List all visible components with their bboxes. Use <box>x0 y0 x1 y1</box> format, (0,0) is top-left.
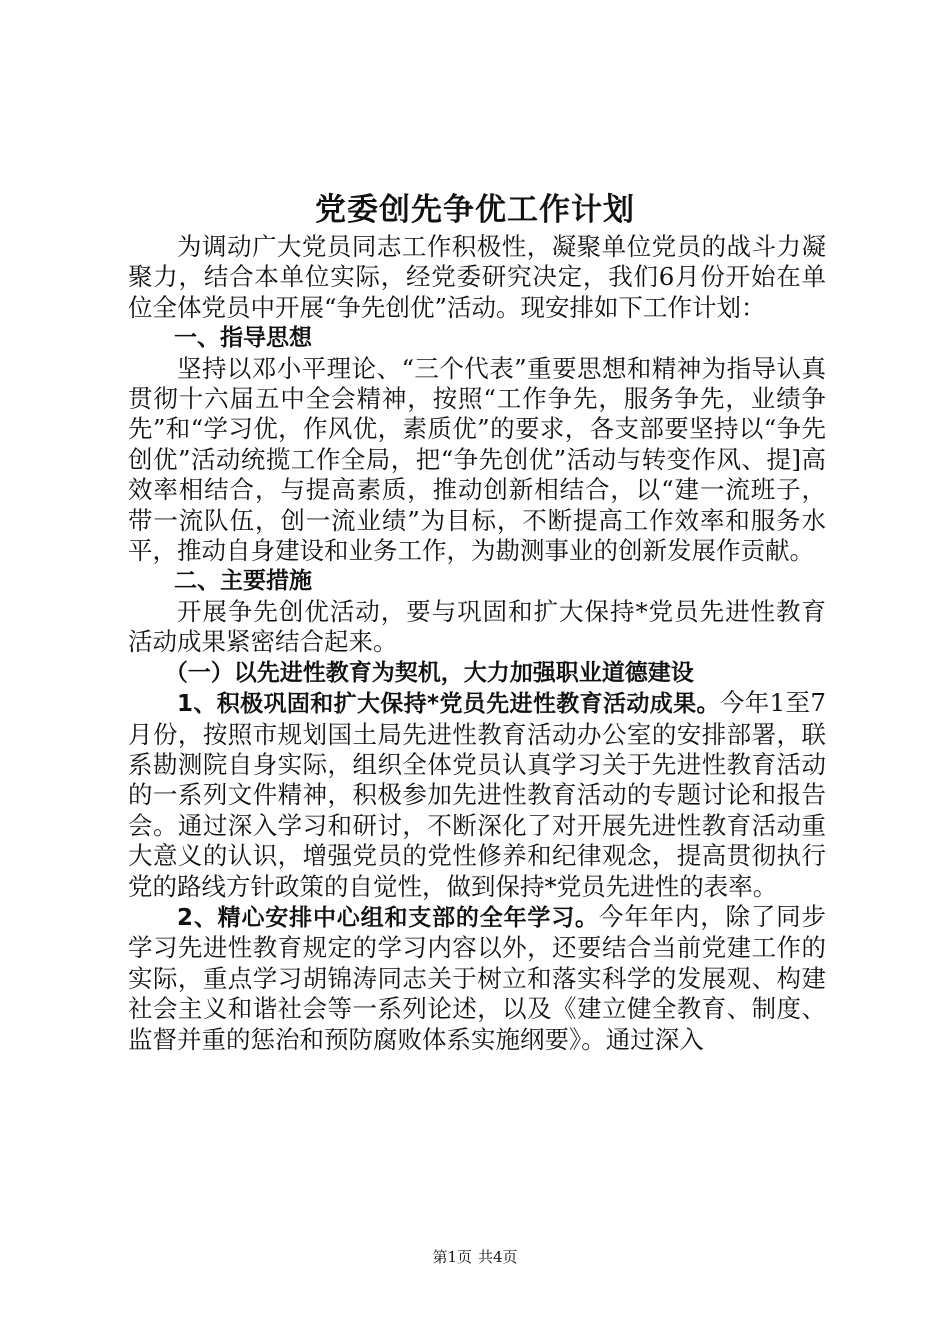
document-title: 党委创先争优工作计划 <box>315 192 635 228</box>
page-footer <box>0 1246 950 1267</box>
item-1-text: 今年1至7月份，按照市规划国土局先进性教育活动办公室的安排部署，联系勘测院自身实际，组织全体党员认真学习关于先进性教育活动的一系列文件精神，积极参加先进性教育活动的专题讨论和报告会。通过深入学习和研讨，不断深化了对开展先进性教育活动重大意义的认识，增强党员的党性修养和纪律观念，提高贯彻执行党的路线方针政策的自觉性，做到保持*党员先进性的表率。 <box>128 688 826 901</box>
document-body <box>128 232 826 1055</box>
item-2-text: 今年年内，除了同步学习先进性教育规定的学习内容以外，还要结合当前党建工作的实际，重点学习胡锦涛同志关于树立和落实科学的发展观、构建社会主义和谐社会等一系列论述，以及《建立健全教育、制度、监督并重的惩治和预防腐败体系实施纲要》。通过深入 <box>128 901 827 1054</box>
intro-paragraph: 为调动广大党员同志工作积极性，凝聚单位党员的战斗力凝聚力，结合本单位实际，经党委研究决定，我们6月份开始在单位全体党员中开展“争先创优”活动。现安排如下工作计划： <box>128 232 826 322</box>
item-2-lead: 2、精心安排中心组和支部的全年学习。 <box>177 904 599 931</box>
item-paragraph-2 <box>128 902 826 1055</box>
item-1-lead: 1、积极巩固和扩大保持*党员先进性教育活动成果。 <box>177 691 720 718</box>
page-total: 共4页 <box>478 1248 518 1266</box>
section-heading-main-measures: 二、主要措施 <box>174 568 312 595</box>
item-paragraph-1 <box>128 688 826 902</box>
section-heading-guiding-ideology: 一、指导思想 <box>174 325 312 352</box>
page-number: 第1页 <box>432 1248 472 1266</box>
section-paragraph-guiding-ideology: 坚持以邓小平理论、“三个代表”重要思想和精神为指导认真贯彻十六届五中全会精神，按照“工作争先，服务争先，业绩争先”和“学习优，作风优，素质优”的要求，各支部要坚持以“争先创优”活动统揽工作全局，把“争先创优”活动与转变作风、提]高效率相结合，与提高素质，推动创新相结合，以“建一流班子，带一流队伍，创一流业绩”为目标，不断提高工作效率和服务水平，推动自身建设和业务工作，为勘测事业的创新发展作贡献。 <box>128 353 826 566</box>
section-paragraph-main-measures: 开展争先创优活动，要与巩固和扩大保持*党员先进性教育活动成果紧密结合起来。 <box>128 596 826 657</box>
subsection-heading-1: （一）以先进性教育为契机，大力加强职业道德建设 <box>164 659 694 686</box>
